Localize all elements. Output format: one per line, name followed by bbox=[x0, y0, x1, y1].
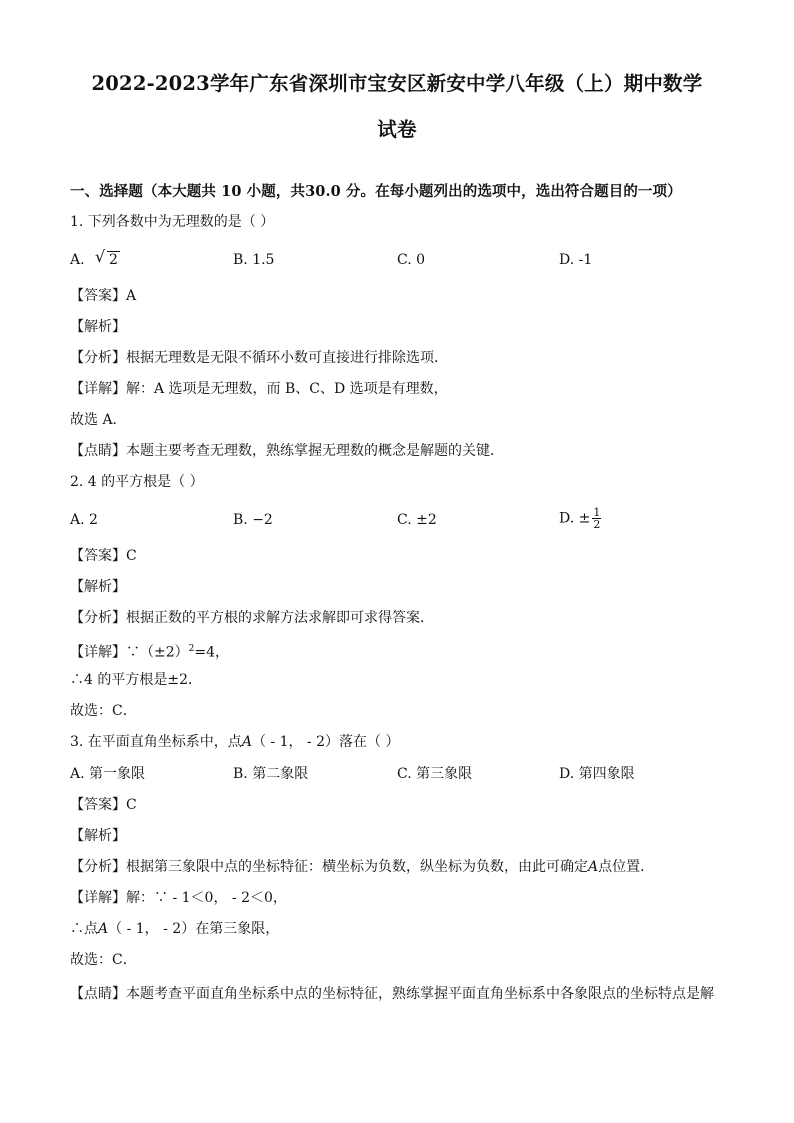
q3-answer: 【答案】C bbox=[70, 797, 137, 813]
q3-option-c: C. 第三象限 bbox=[397, 766, 473, 782]
sqrt-symbol: √ 2 bbox=[95, 247, 118, 268]
q1-option-a bbox=[70, 247, 120, 270]
q1-option-d: D. -1 bbox=[559, 252, 593, 268]
q2-option-d bbox=[559, 507, 601, 530]
q2-option-d-prefix: D. ± bbox=[559, 510, 591, 527]
q3-fenxi-post: 点位置． bbox=[598, 859, 655, 875]
q1-fenxi: 【分析】根据无理数是无限不循环小数可直接进行排除选项． bbox=[70, 350, 448, 366]
q3-option-d: D. 第四象限 bbox=[559, 766, 635, 782]
fraction bbox=[592, 507, 601, 530]
q1-dianjing: 【点睛】本题主要考查无理数，熟练掌握无理数的概念是解题的关键． bbox=[70, 443, 504, 459]
q3-stem-var: A bbox=[241, 734, 252, 750]
q1-xiangjie: 【详解】解：A 选项是无理数，而 B、C、D 选项是有理数， bbox=[70, 381, 448, 397]
section-heading: 一、选择题（本大题共 10 小题，共30.0 分。在每小题列出的选项中，选出符合题目的一项） bbox=[70, 183, 682, 200]
q3-therefore-post: （ - 1， - 2）在第三象限， bbox=[108, 921, 280, 937]
q3-analysis: 【解析】 bbox=[70, 828, 126, 844]
fraction-denominator: 2 bbox=[593, 518, 601, 531]
q1-option-b: B. 1.5 bbox=[233, 252, 275, 268]
q2-option-c: C. ±2 bbox=[397, 512, 437, 528]
q3-fenxi-pre: 【分析】根据第三象限中点的坐标特征：横坐标为负数，纵坐标为负数，由此可确定 bbox=[70, 859, 588, 875]
q1-option-a-radicand: 2 bbox=[109, 252, 118, 268]
q3-xiangjie: 【详解】解：∵ - 1＜0， - 2＜0， bbox=[70, 890, 287, 906]
q3-option-b: B. 第二象限 bbox=[233, 766, 309, 782]
q1-conclusion: 故选 A． bbox=[70, 412, 127, 428]
q3-option-a: A. 第一象限 bbox=[70, 766, 146, 782]
q3-therefore bbox=[70, 919, 279, 939]
q1-option-a-prefix: A. bbox=[70, 252, 85, 268]
q2-xiangjie bbox=[70, 639, 229, 663]
q3-stem-post: （ - 1， - 2）落在（ ） bbox=[251, 734, 400, 750]
q1-option-c: C. 0 bbox=[397, 252, 426, 268]
q2-answer: 【答案】C bbox=[70, 548, 137, 564]
q3-fenxi-var: A bbox=[588, 859, 599, 875]
exam-title-line1: 2022-2023学年广东省深圳市宝安区新安中学八年级（上）期中数学 bbox=[91, 72, 703, 95]
q3-stem-pre: 3. 在平面直角坐标系中，点 bbox=[70, 734, 242, 750]
exam-title-line2: 试卷 bbox=[377, 118, 417, 141]
q3-fenxi bbox=[70, 857, 654, 877]
q2-xiangjie-post: =4， bbox=[194, 644, 230, 661]
q3-stem bbox=[70, 732, 399, 752]
q1-stem: 1. 下列各数中为无理数的是（ ） bbox=[70, 214, 275, 230]
q2-option-a: A. 2 bbox=[70, 512, 98, 528]
q2-stem: 2. 4 的平方根是（ ） bbox=[70, 474, 204, 490]
fraction-numerator: 1 bbox=[593, 506, 601, 519]
q2-therefore: ∴4 的平方根是±2． bbox=[70, 672, 202, 688]
q2-xiangjie-pre: 【详解】∵（±2） bbox=[70, 644, 189, 661]
q2-conclusion: 故选：C． bbox=[70, 703, 137, 719]
q3-conclusion: 故选：C． bbox=[70, 952, 137, 968]
q3-therefore-pre: ∴点 bbox=[70, 921, 98, 937]
q2-option-b: B. −2 bbox=[233, 512, 273, 528]
q3-therefore-var: A bbox=[98, 921, 109, 937]
q1-answer: 【答案】A bbox=[70, 288, 137, 304]
q1-analysis: 【解析】 bbox=[70, 319, 126, 335]
q2-analysis: 【解析】 bbox=[70, 579, 126, 595]
q3-dianjing: 【点睛】本题考查平面直角坐标系中点的坐标特征，熟练掌握平面直角坐标系中各象限点的坐标特点是解 bbox=[70, 986, 714, 1002]
q2-fenxi: 【分析】根据正数的平方根的求解方法求解即可求得答案． bbox=[70, 610, 434, 626]
q2-xiangjie-sup: 2 bbox=[188, 644, 195, 654]
